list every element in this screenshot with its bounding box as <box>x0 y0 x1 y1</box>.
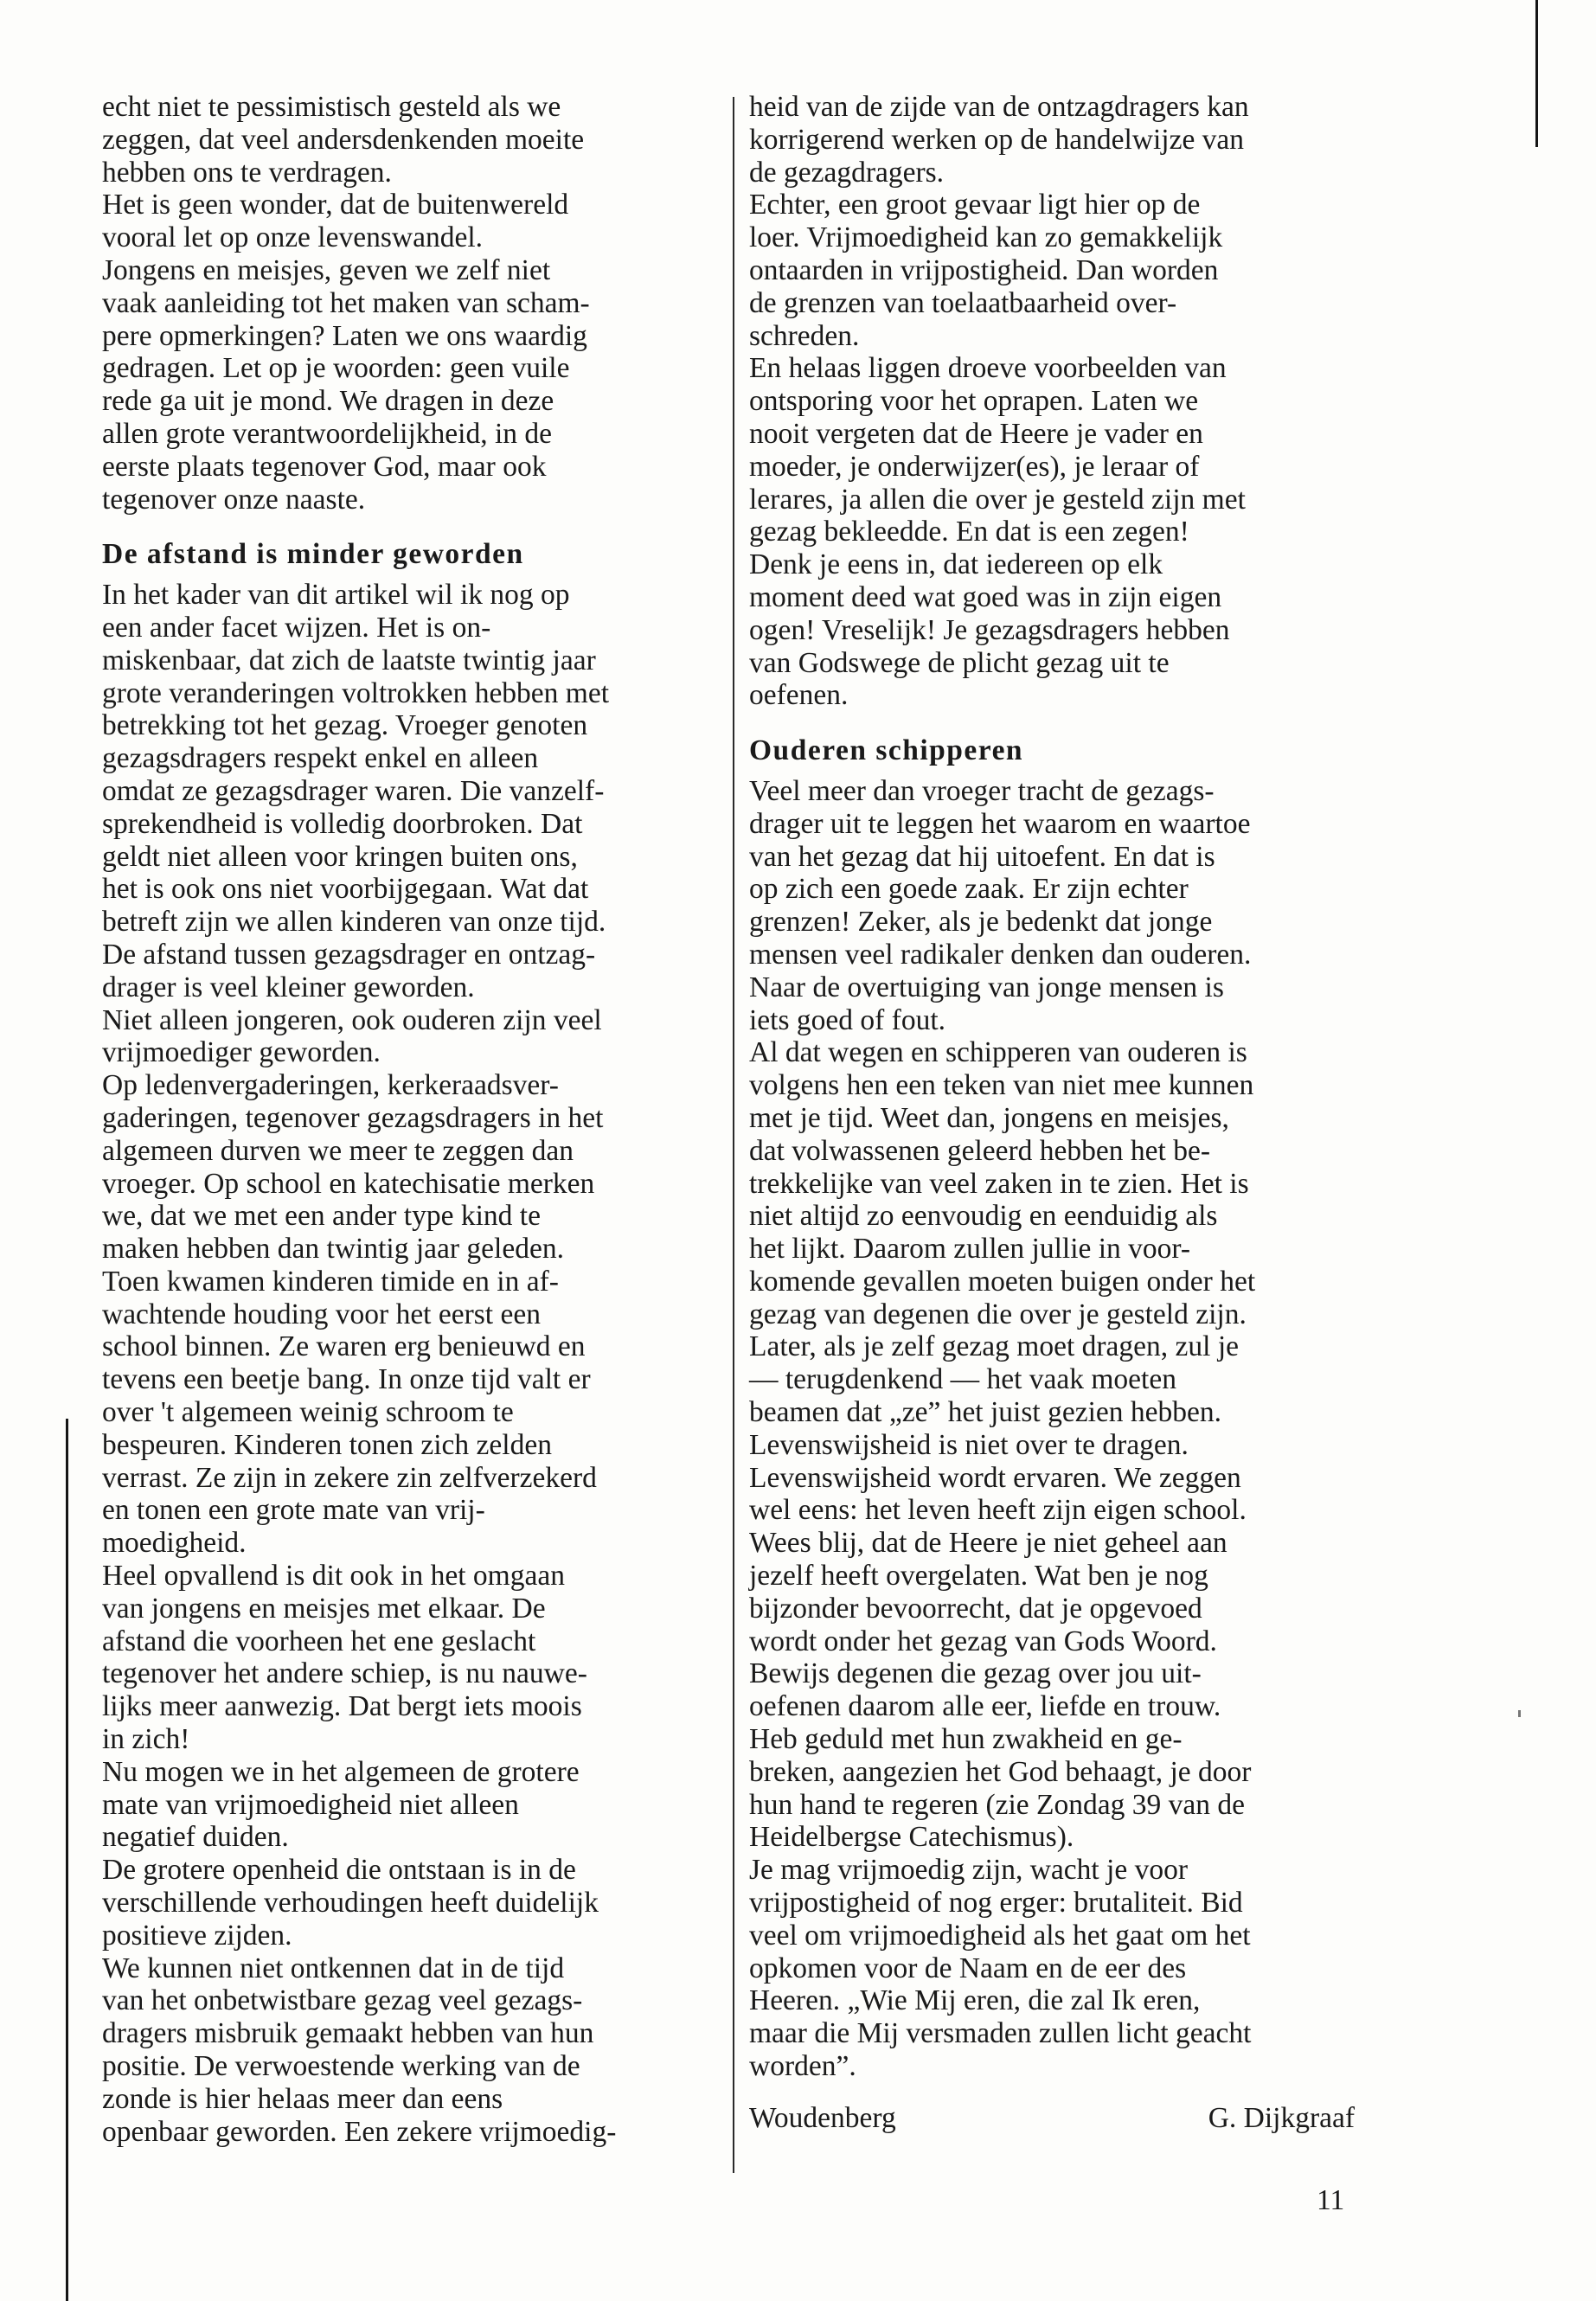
text-line: Heb geduld met hun zwakheid en ge- <box>749 1723 1183 1756</box>
text-line: worden”. <box>749 2050 856 2083</box>
scan-edge-line-left <box>66 1419 68 2301</box>
text-line: Veel meer dan vroeger tracht de gezags- <box>749 774 1215 807</box>
text-line: miskenbaar, dat zich de laatste twintig jaar <box>102 644 596 676</box>
text-line: betreft zijn we allen kinderen van onze tijd. <box>102 906 606 939</box>
text-line: Later, als je zelf gezag moet dragen, zul je <box>749 1330 1239 1363</box>
stray-mark <box>1518 1710 1521 1717</box>
text-line: pere opmerkingen? Laten we ons waardig <box>102 319 587 352</box>
signature-block <box>749 2102 1355 2135</box>
text-line: dragers misbruik gemaakt hebben van hun <box>102 2017 594 2050</box>
text-line: gezagsdragers respekt enkel en alleen <box>102 742 539 775</box>
text-line: Echter, een groot gevaar ligt hier op de <box>749 189 1201 221</box>
text-line: positie. De verwoestende werking van de <box>102 2050 580 2083</box>
text-line: Jongens en meisjes, geven we zelf niet <box>102 253 551 286</box>
text-line: over 't algemeen weinig schroom te <box>102 1396 514 1429</box>
text-line: moeder, je onderwijzer(es), je leraar of <box>749 450 1200 483</box>
text-line: Toen kwamen kinderen timide en in af- <box>102 1265 559 1298</box>
text-line: rede ga uit je mond. We dragen in deze <box>102 385 554 418</box>
text-line: wordt onder het gezag van Gods Woord. <box>749 1625 1217 1657</box>
text-line: Wees blij, dat de Heere je niet geheel aan <box>749 1527 1227 1560</box>
text-line: vrijmoediger geworden. <box>102 1036 381 1069</box>
text-line: allen grote verantwoordelijkheid, in de <box>102 417 553 450</box>
text-line: En helaas liggen droeve voorbeelden van <box>749 352 1227 385</box>
text-line: opkomen voor de Naam en de eer des <box>749 1952 1187 1984</box>
text-line: lijks meer aanwezig. Dat bergt iets moois <box>102 1690 582 1723</box>
text-line: mate van vrijmoedigheid niet alleen <box>102 1788 519 1821</box>
text-line: tegenover onze naaste. <box>102 483 366 516</box>
text-line: Heeren. „Wie Mij eren, die zal Ik eren, <box>749 1984 1201 2017</box>
text-line: In het kader van dit artikel wil ik nog op <box>102 579 570 612</box>
text-line: Niet alleen jongeren, ook ouderen zijn veel <box>102 1003 602 1036</box>
text-line: school binnen. Ze waren erg benieuwd en <box>102 1330 586 1363</box>
text-line: van het onbetwistbare gezag veel gezags- <box>102 1984 583 2017</box>
text-line: we, dat we met een ander type kind te <box>102 1200 541 1233</box>
text-line: gezag bekleedde. En dat is een zegen! <box>749 516 1189 548</box>
signature-place: Woudenberg <box>749 2102 896 2134</box>
text-line: het is ook ons niet voorbijgegaan. Wat dat <box>102 873 589 906</box>
text-line: zeggen, dat veel andersdenkenden moeite <box>102 123 585 156</box>
text-line: Je mag vrijmoedig zijn, wacht je voor <box>749 1854 1189 1887</box>
text-line: breken, aangezien het God behaagt, je door <box>749 1755 1252 1788</box>
text-line: maar die Mij versmaden zullen licht geacht <box>749 2017 1252 2050</box>
text-line: Heel opvallend is dit ook in het omgaan <box>102 1560 565 1593</box>
text-line: Het is geen wonder, dat de buitenwereld <box>102 189 569 221</box>
text-line: drager uit te leggen het waarom en waartoe <box>749 807 1251 840</box>
text-line: oefenen. <box>749 679 849 712</box>
text-line: algemeen durven we meer te zeggen dan <box>102 1134 574 1167</box>
text-line: openbaar geworden. Een zekere vrijmoedig- <box>102 2115 617 2148</box>
signature-author: G. Dijkgraaf <box>1208 2102 1355 2134</box>
text-line: eerste plaats tegenover God, maar ook <box>102 450 547 483</box>
text-line: Naar de overtuiging van jonge mensen is <box>749 971 1224 1003</box>
text-line: negatief duiden. <box>102 1821 289 1854</box>
text-line: vroeger. Op school en katechisatie merken <box>102 1167 595 1200</box>
text-line: verrast. Ze zijn in zekere zin zelfverzekerd <box>102 1461 597 1494</box>
text-line: niet altijd zo eenvoudig en eenduidig als <box>749 1200 1218 1233</box>
text-line: positieve zijden. <box>102 1919 292 1952</box>
text-line: We kunnen niet ontkennen dat in de tijd <box>102 1952 565 1984</box>
text-line: echt niet te pessimistisch gesteld als we <box>102 91 561 123</box>
page-number: 11 <box>1317 2184 1345 2216</box>
text-line: maken hebben dan twintig jaar geleden. <box>102 1233 564 1266</box>
text-line: drager is veel kleiner geworden. <box>102 971 475 1003</box>
text-line: trekkelijke van veel zaken in te zien. Het is <box>749 1167 1249 1200</box>
text-line: hun hand te regeren (zie Zondag 39 van de <box>749 1788 1245 1821</box>
text-line: mensen veel radikaler denken dan ouderen. <box>749 938 1252 971</box>
text-line: sprekendheid is volledig doorbroken. Dat <box>102 807 583 840</box>
text-line: van het gezag dat hij uitoefent. En dat is <box>749 840 1215 873</box>
text-line: Al dat wegen en schipperen van ouderen is <box>749 1036 1247 1069</box>
text-line: ontsporing voor het oprapen. Laten we <box>749 385 1199 418</box>
text-line: beamen dat „ze” het juist gezien hebben. <box>749 1396 1221 1429</box>
text-line: De afstand tussen gezagsdrager en ontzag- <box>102 938 596 971</box>
text-line: afstand die voorheen het ene geslacht <box>102 1625 536 1657</box>
text-line: de gezagdragers. <box>749 156 945 189</box>
text-line: grote veranderingen voltrokken hebben met <box>102 676 610 709</box>
text-line: Bewijs degenen die gezag over jou uit- <box>749 1657 1202 1690</box>
text-line: bijzonder bevoorrecht, dat je opgevoed <box>749 1592 1202 1625</box>
text-line: een ander facet wijzen. Het is on- <box>102 611 491 644</box>
text-line: tegenover het andere schiep, is nu nauwe- <box>102 1657 587 1690</box>
text-line: en tonen een grote mate van vrij- <box>102 1494 485 1527</box>
text-line: Denk je eens in, dat iedereen op elk <box>749 548 1163 581</box>
text-line: met je tijd. Weet dan, jongens en meisjes, <box>749 1101 1229 1134</box>
text-line: van jongens en meisjes met elkaar. De <box>102 1592 546 1625</box>
section-heading: De afstand is minder geworden <box>102 538 524 571</box>
text-line: loer. Vrijmoedigheid kan zo gemakkelijk <box>749 221 1223 254</box>
text-line: omdat ze gezagsdrager waren. Die vanzelf- <box>102 774 605 807</box>
text-line: dat volwassenen geleerd hebben het be- <box>749 1134 1210 1167</box>
text-line: vooral let op onze levenswandel. <box>102 221 483 254</box>
text-line: schreden. <box>749 319 860 352</box>
text-line: het lijkt. Daarom zullen jullie in voor- <box>749 1233 1191 1266</box>
right-column <box>749 91 1355 2083</box>
text-line: gezag van degenen die over je gesteld zijn. <box>749 1298 1247 1330</box>
text-line: korrigerend werken op de handelwijze van <box>749 123 1245 156</box>
scan-edge-line-right <box>1535 0 1538 147</box>
text-line: Heidelbergse Catechismus). <box>749 1821 1074 1854</box>
column-divider <box>733 97 734 2173</box>
text-line: moedigheid. <box>102 1527 247 1560</box>
text-line: wel eens: het leven heeft zijn eigen school. <box>749 1494 1247 1527</box>
text-line: Levenswijsheid wordt ervaren. We zeggen <box>749 1461 1241 1494</box>
text-line: vrijpostigheid of nog erger: brutaliteit. Bid <box>749 1887 1243 1920</box>
text-line: jezelf heeft overgelaten. Wat ben je nog <box>749 1560 1208 1593</box>
text-line: lerares, ja allen die over je gesteld zijn met <box>749 483 1246 516</box>
text-line: iets goed of fout. <box>749 1003 946 1036</box>
text-line: op zich een goede zaak. Er zijn echter <box>749 873 1189 906</box>
text-line: heid van de zijde van de ontzagdragers kan <box>749 91 1249 123</box>
text-line: nooit vergeten dat de Heere je vader en <box>749 417 1203 450</box>
section-heading: Ouderen schipperen <box>749 734 1024 767</box>
text-line: ogen! Vreselijk! Je gezagsdragers hebben <box>749 613 1230 646</box>
text-line: tevens een beetje bang. In onze tijd valt er <box>102 1363 591 1396</box>
text-line: moment deed wat goed was in zijn eigen <box>749 580 1222 613</box>
left-column <box>102 91 708 2148</box>
text-line: ontaarden in vrijpostigheid. Dan worden <box>749 253 1219 286</box>
text-line: van Godswege de plicht gezag uit te <box>749 646 1170 679</box>
text-line: geldt niet alleen voor kringen buiten ons, <box>102 840 578 873</box>
text-line: Op ledenvergaderingen, kerkeraadsver- <box>102 1069 559 1102</box>
text-line: — terugdenkend — het vaak moeten <box>749 1363 1176 1396</box>
text-line: zonde is hier helaas meer dan eens <box>102 2082 503 2115</box>
text-line: vaak aanleiding tot het maken van scham- <box>102 286 590 319</box>
text-line: volgens hen een teken van niet mee kunnen <box>749 1069 1254 1102</box>
text-line: de grenzen van toelaatbaarheid over- <box>749 286 1177 319</box>
text-line: komende gevallen moeten buigen onder het <box>749 1265 1256 1298</box>
text-line: gaderingen, tegenover gezagsdragers in het <box>102 1101 604 1134</box>
text-line: De grotere openheid die ontstaan is in de <box>102 1854 576 1887</box>
text-line: Levenswijsheid is niet over te dragen. <box>749 1428 1189 1461</box>
text-line: Nu mogen we in het algemeen de grotere <box>102 1755 580 1788</box>
text-line: grenzen! Zeker, als je bedenkt dat jonge <box>749 906 1213 939</box>
text-line: hebben ons te verdragen. <box>102 156 392 189</box>
text-line: wachtende houding voor het eerst een <box>102 1298 541 1330</box>
text-line: betrekking tot het gezag. Vroeger genoten <box>102 709 588 742</box>
text-line: oefenen daarom alle eer, liefde en trouw. <box>749 1690 1221 1723</box>
text-line: bespeuren. Kinderen tonen zich zelden <box>102 1428 552 1461</box>
text-line: verschillende verhoudingen heeft duidelijk <box>102 1887 599 1920</box>
text-line: in zich! <box>102 1723 190 1756</box>
text-line: gedragen. Let op je woorden: geen vuile <box>102 352 570 385</box>
text-line: veel om vrijmoedigheid als het gaat om het <box>749 1919 1251 1952</box>
